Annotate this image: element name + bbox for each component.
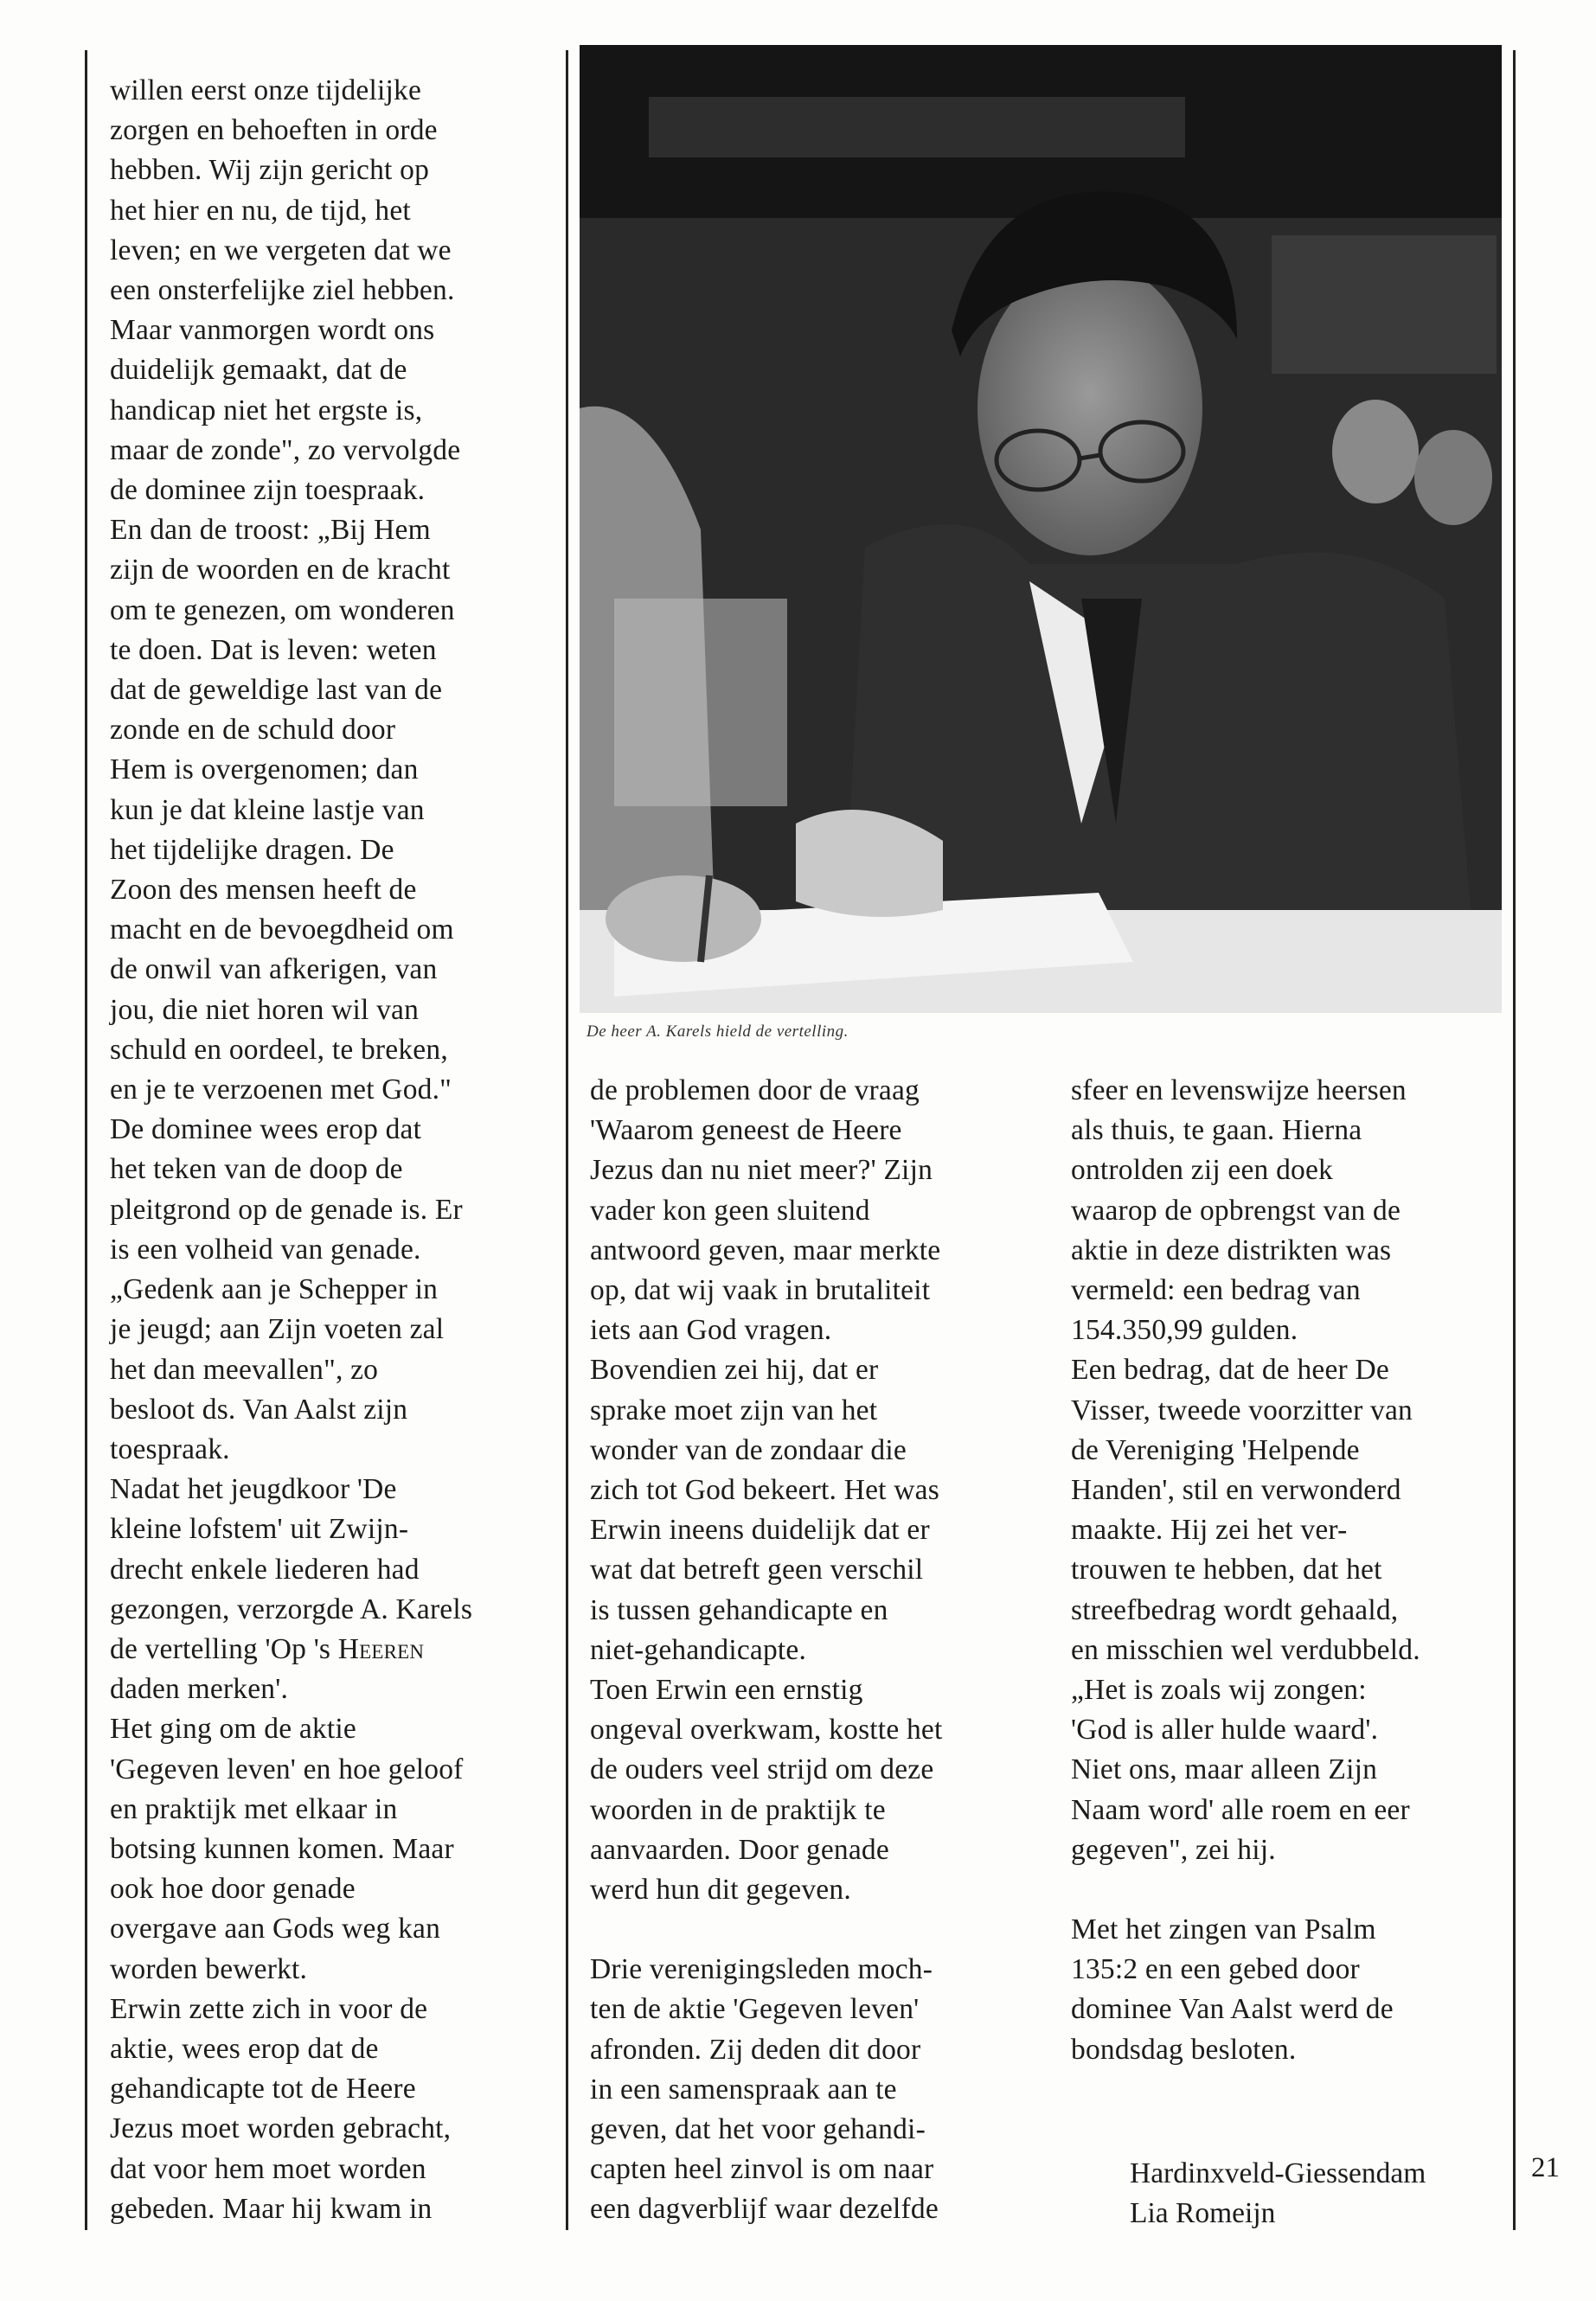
- text-line: gezongen, verzorgde A. Karels: [110, 1593, 473, 1625]
- text-line: de onwil van afkerigen, van: [110, 953, 438, 986]
- text-line: Bovendien zei hij, dat er: [590, 1354, 879, 1387]
- text-line: sfeer en levenswijze heersen: [1071, 1074, 1407, 1106]
- text-column-2: [590, 1071, 943, 2230]
- text-line: waarop de opbrengst van de: [1071, 1194, 1401, 1227]
- text-line: 'Gegeven leven' en hoe geloof: [110, 1753, 464, 1785]
- text-line: kun je dat kleine lastje van: [110, 793, 425, 826]
- text-line: 'God is aller hulde waard'.: [1071, 1714, 1379, 1747]
- text-line: „Gedenk aan je Schepper in: [110, 1273, 439, 1306]
- text-line: Naam word' alle roem en eer: [1071, 1793, 1410, 1826]
- left-column-rule: [85, 50, 87, 2230]
- text-line: Jezus moet worden gebracht,: [110, 2112, 452, 2145]
- text-line: dat de geweldige last van de: [110, 674, 443, 707]
- text-line: aktie, wees erop dat de: [110, 2032, 379, 2065]
- text-line: hebben. Wij zijn gericht op: [110, 154, 430, 187]
- text-line: Visser, tweede voorzitter van: [1071, 1394, 1413, 1426]
- text-line: Erwin ineens duidelijk dat er: [590, 1514, 930, 1547]
- text-line: de ouders veel strijd om deze: [590, 1753, 934, 1786]
- text-line: antwoord geven, maar merkte: [590, 1234, 941, 1266]
- text-line: vader kon geen sluitend: [590, 1194, 870, 1227]
- text-line: Hem is overgenomen; dan: [110, 753, 419, 786]
- article-photo: [580, 45, 1502, 1013]
- text-line: worden bewerkt.: [110, 1952, 308, 1985]
- text-line: een dagverblijf waar dezelfde: [590, 2193, 939, 2226]
- text-line: Zoon des mensen heeft de: [110, 874, 417, 907]
- text-line: zijn de woorden en de kracht: [110, 554, 451, 586]
- text-line: toespraak.: [110, 1433, 230, 1465]
- signature-author: Lia Romeijn: [1130, 2197, 1276, 2229]
- middle-column-rule: [566, 50, 568, 2230]
- text-line: pleitgrond op de genade is. Er: [110, 1193, 463, 1226]
- text-line: jou, die niet horen wil van: [110, 993, 420, 1026]
- text-line: trouwen te hebben, dat het: [1071, 1554, 1382, 1586]
- right-column-rule: [1513, 50, 1516, 2230]
- text-line: te doen. Dat is leven: weten: [110, 633, 437, 666]
- text-line: „Het is zoals wij zongen:: [1071, 1674, 1367, 1707]
- text-line: leven; en we vergeten dat we: [110, 234, 452, 266]
- text-line: het hier en nu, de tijd, het: [110, 194, 411, 227]
- text-line: Nadat het jeugdkoor 'De: [110, 1473, 397, 1506]
- text-line: het teken van de doop de: [110, 1153, 403, 1186]
- text-line: afronden. Zij deden dit door: [590, 2033, 921, 2066]
- text-line: Het ging om de aktie: [110, 1713, 356, 1746]
- text-line: maar de zonde", zo vervolgde: [110, 433, 461, 466]
- text-line: botsing kunnen komen. Maar: [110, 1832, 454, 1865]
- text-line: capten heel zinvol is om naar: [590, 2153, 934, 2186]
- text-line: overgave aan Gods weg kan: [110, 1913, 441, 1945]
- text-line: het tijdelijke dragen. De: [110, 833, 394, 866]
- text-line: 'Waarom geneest de Heere: [590, 1114, 902, 1147]
- text-line: de dominee zijn toespraak.: [110, 474, 426, 507]
- text-line: en je te verzoenen met God.": [110, 1074, 452, 1106]
- text-line: gebeden. Maar hij kwam in: [110, 2192, 433, 2225]
- text-line: handicap niet het ergste is,: [110, 394, 423, 426]
- text-line: gegeven", zei hij.: [1071, 1833, 1276, 1866]
- text-line: iets aan God vragen.: [590, 1314, 832, 1347]
- text-line: 154.350,99 gulden.: [1071, 1314, 1298, 1347]
- text-line: zorgen en behoeften in orde: [110, 114, 438, 147]
- text-column-1: [110, 71, 472, 2229]
- text-line: aanvaarden. Door genade: [590, 1833, 889, 1866]
- text-line: ongeval overkwam, kostte het: [590, 1714, 943, 1747]
- text-line: als thuis, te gaan. Hierna: [1071, 1114, 1362, 1147]
- text-line: vermeld: een bedrag van: [1071, 1274, 1361, 1307]
- text-line: sprake moet zijn van het: [590, 1394, 878, 1426]
- text-column-3: [1071, 1071, 1420, 2070]
- text-line: en praktijk met elkaar in: [110, 1792, 398, 1825]
- text-line: om te genezen, om wonderen: [110, 593, 455, 626]
- text-line: schuld en oordeel, te breken,: [110, 1033, 448, 1066]
- text-line: bondsdag besloten.: [1071, 2033, 1297, 2066]
- text-line: zich tot God bekeert. Het was: [590, 1474, 939, 1507]
- text-line: drecht enkele liederen had: [110, 1553, 420, 1586]
- heeren-smallcaps: Heeren: [337, 1632, 425, 1665]
- text-line: is tussen gehandicapte en: [590, 1593, 888, 1626]
- text-line: Een bedrag, dat de heer De: [1071, 1354, 1389, 1387]
- paragraph-gap: [1071, 1870, 1420, 1910]
- text-line: daden merken'.: [110, 1673, 289, 1706]
- page-number: 21: [1531, 2152, 1560, 2183]
- text-line: ontrolden zij een doek: [1071, 1154, 1334, 1187]
- text-line: willen eerst onze tijdelijke: [110, 74, 422, 106]
- text-line: gehandicapte tot de Heere: [110, 2073, 416, 2106]
- text-line: kleine lofstem' uit Zwijn-: [110, 1513, 409, 1546]
- text-line: streefbedrag wordt gehaald,: [1071, 1593, 1399, 1626]
- text-line: Jezus dan nu niet meer?' Zijn: [590, 1154, 933, 1187]
- text-line: duidelijk gemaakt, dat de: [110, 354, 407, 387]
- text-line: Met het zingen van Psalm: [1071, 1913, 1376, 1946]
- text-line: je jeugd; aan Zijn voeten zal: [110, 1313, 445, 1346]
- photo-illustration: [580, 45, 1502, 1013]
- text-line: Maar vanmorgen wordt ons: [110, 314, 435, 347]
- text-line: zonde en de schuld door: [110, 714, 396, 747]
- text-line: niet-gehandicapte.: [590, 1633, 807, 1666]
- text-line: Toen Erwin een ernstig: [590, 1674, 863, 1707]
- text-line: woorden in de praktijk te: [590, 1793, 886, 1826]
- text-line: in een samenspraak aan te: [590, 2073, 897, 2106]
- text-line: aktie in deze distrikten was: [1071, 1234, 1392, 1266]
- text-line: ook hoe door genade: [110, 1873, 356, 1906]
- text-line: Handen', stil en verwonderd: [1071, 1474, 1401, 1507]
- text-line: 135:2 en een gebed door: [1071, 1953, 1360, 1986]
- text-line: en misschien wel verdubbeld.: [1071, 1633, 1420, 1666]
- text-line: macht en de bevoegdheid om: [110, 913, 454, 946]
- text-line: dat voor hem moet worden: [110, 2152, 426, 2185]
- text-line: En dan de troost: „Bij Hem: [110, 514, 431, 547]
- text-line: de problemen door de vraag: [590, 1074, 920, 1106]
- text-line: de vertelling 'Op 's Heeren: [110, 1632, 425, 1665]
- paragraph-gap: [590, 1910, 943, 1950]
- signature-place: Hardinxveld-Giessendam: [1130, 2157, 1426, 2189]
- text-line: besloot ds. Van Aalst zijn: [110, 1393, 408, 1426]
- text-line: Erwin zette zich in voor de: [110, 1992, 428, 2025]
- text-line: wat dat betreft geen verschil: [590, 1554, 924, 1586]
- text-line: het dan meevallen", zo: [110, 1353, 379, 1386]
- text-line: wonder van de zondaar die: [590, 1433, 907, 1466]
- text-line: op, dat wij vaak in brutaliteit: [590, 1274, 931, 1307]
- text-line: werd hun dit gegeven.: [590, 1874, 851, 1907]
- text-line: geven, dat het voor gehandi-: [590, 2113, 926, 2146]
- photo-caption: De heer A. Karels hield de vertelling.: [586, 1022, 849, 1041]
- article-signature: [1130, 2154, 1426, 2234]
- text-line: ten de aktie 'Gegeven leven': [590, 1993, 920, 2026]
- text-line: Niet ons, maar alleen Zijn: [1071, 1753, 1378, 1786]
- text-line: is een volheid van genade.: [110, 1233, 421, 1266]
- text-line: maakte. Hij zei het ver-: [1071, 1514, 1348, 1547]
- text-line: de Vereniging 'Helpende: [1071, 1433, 1360, 1466]
- text-line: De dominee wees erop dat: [110, 1113, 422, 1146]
- text-line: dominee Van Aalst werd de: [1071, 1993, 1394, 2026]
- text-line: Drie verenigingsleden moch-: [590, 1953, 933, 1986]
- text-line: een onsterfelijke ziel hebben.: [110, 274, 455, 307]
